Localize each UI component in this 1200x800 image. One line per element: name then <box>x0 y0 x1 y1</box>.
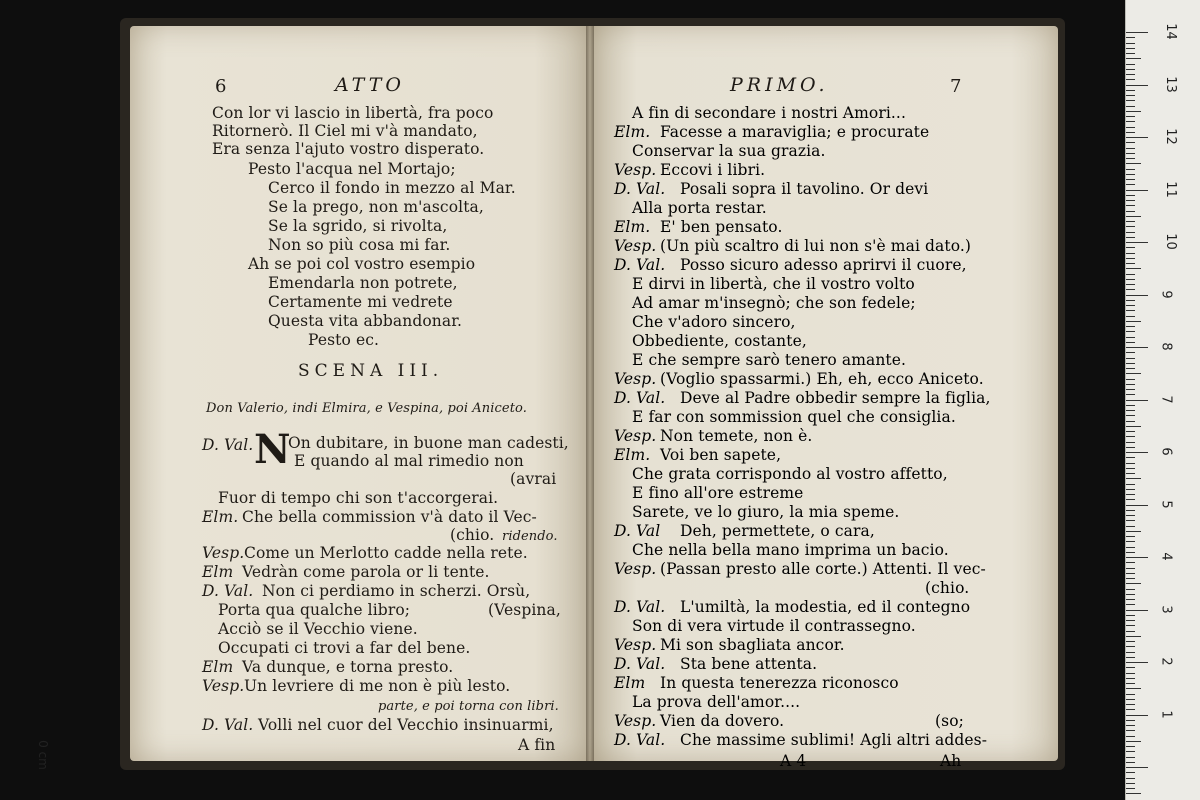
dialogue-line: E far con sommission quel che consiglia. <box>632 408 956 426</box>
dialogue-line: Che v'adoro sincero, <box>632 313 796 331</box>
dialogue-line: Conservar la sua grazia. <box>632 142 826 160</box>
verse-line: Ritornerò. Il Ciel mi v'à mandato, <box>212 122 478 140</box>
ruler-tick <box>1126 190 1148 191</box>
ruler-tick <box>1126 604 1135 605</box>
speaker: Elm <box>614 674 646 692</box>
ruler-number: 7 <box>1158 394 1174 404</box>
ruler-tick <box>1126 657 1135 658</box>
ruler-tick <box>1126 205 1135 206</box>
ruler-tick <box>1126 536 1135 537</box>
ruler-number: 11 <box>1162 180 1178 198</box>
ruler-tick <box>1126 279 1135 280</box>
ruler-tick <box>1126 221 1135 222</box>
ruler-tick <box>1126 394 1135 395</box>
speaker: Vesp. <box>202 677 245 695</box>
ruler-tick <box>1126 594 1135 595</box>
ruler-tick <box>1126 772 1135 773</box>
ruler-tick <box>1126 489 1135 490</box>
ruler-tick <box>1126 137 1148 138</box>
ruler-tick <box>1126 237 1135 238</box>
ruler-tick <box>1126 436 1135 437</box>
ruler-tick <box>1126 457 1135 458</box>
book-gutter <box>586 26 594 761</box>
drop-cap: N <box>254 426 291 473</box>
ruler-tick <box>1126 673 1135 674</box>
ruler-tick <box>1126 258 1135 259</box>
ruler-tick <box>1126 583 1141 584</box>
speaker: Elm. <box>614 446 651 464</box>
speaker: D. Val. <box>614 731 666 749</box>
dialogue-line: A fin di secondare i nostri Amori... <box>632 104 906 122</box>
ruler-tick <box>1126 541 1135 542</box>
ruler-tick <box>1126 79 1135 80</box>
verse-line: Questa vita abbandonar. <box>268 312 463 330</box>
ruler-tick <box>1126 263 1135 264</box>
ruler-tick <box>1126 216 1141 217</box>
left-page-number: 6 <box>215 76 227 97</box>
ruler-tick <box>1126 111 1141 112</box>
ruler-tick <box>1126 58 1141 59</box>
ruler-tick <box>1126 746 1135 747</box>
ruler-tick <box>1126 247 1135 248</box>
ruler-tick <box>1126 274 1135 275</box>
ruler-tick <box>1126 211 1135 212</box>
verse-line: Certamente mi vedrete <box>268 293 453 311</box>
ruler-tick <box>1126 90 1135 91</box>
ruler-tick <box>1126 158 1135 159</box>
speaker: D. Val. <box>202 716 254 734</box>
scene-characters: Don Valerio, indi Elmira, e Vespina, poi Aniceto. <box>206 401 527 416</box>
ruler-tick <box>1126 442 1135 443</box>
ruler-tick <box>1126 767 1148 768</box>
ruler-tick <box>1126 106 1135 107</box>
ruler-tick <box>1126 720 1135 721</box>
dialogue-line: Acciò se il Vecchio viene. <box>218 620 418 638</box>
ruler-tick <box>1126 379 1135 380</box>
ruler-tick <box>1126 589 1135 590</box>
ruler-tick <box>1126 200 1135 201</box>
left-running-head: ATTO <box>335 74 405 96</box>
ruler-tick <box>1126 184 1135 185</box>
ruler-tick <box>1126 405 1135 406</box>
ruler-tick <box>1126 730 1135 731</box>
speaker: D. Val. <box>202 436 254 454</box>
left-page <box>130 26 590 761</box>
ruler-tick <box>1126 268 1141 269</box>
ruler-tick <box>1126 226 1135 227</box>
speaker: D. Val <box>614 522 661 540</box>
right-running-head: PRIMO. <box>730 74 829 96</box>
verse-line: Cerco il fondo in mezzo al Mar. <box>268 179 516 197</box>
ruler-tick <box>1126 573 1135 574</box>
ruler-tick <box>1126 300 1135 301</box>
ruler-number: 13 <box>1162 75 1178 93</box>
dialogue-line: La prova dell'amor.... <box>632 693 801 711</box>
ruler-number: 3 <box>1158 604 1174 614</box>
ruler-tick <box>1126 526 1135 527</box>
verse-line: Emendarla non potrete, <box>268 274 458 292</box>
ruler-tick <box>1126 363 1135 364</box>
stage-direction: ridendo. <box>502 529 558 544</box>
dialogue-line: Sarete, ve lo giuro, la mia speme. <box>632 503 900 521</box>
ruler-tick <box>1126 463 1135 464</box>
ruler-tick <box>1126 778 1135 779</box>
ruler-number: 9 <box>1158 289 1174 299</box>
dialogue-line: (Passan presto alle corte.) Attenti. Il vec- <box>660 560 986 578</box>
speaker: Vesp. <box>614 427 657 445</box>
ruler-tick <box>1126 468 1135 469</box>
ruler-tick <box>1126 620 1135 621</box>
ruler-tick <box>1126 557 1148 558</box>
dialogue-line: Voi ben sapete, <box>660 446 782 464</box>
ruler-tick <box>1126 400 1148 401</box>
ruler-tick <box>1126 253 1135 254</box>
dialogue-line: Deh, permettete, o cara, <box>680 522 875 540</box>
ruler-tick <box>1126 421 1135 422</box>
ruler-tick <box>1126 174 1135 175</box>
ruler-tick <box>1126 699 1135 700</box>
speaker: Elm. <box>614 123 651 141</box>
ruler-tick <box>1126 652 1135 653</box>
ruler-tick <box>1126 326 1135 327</box>
ruler-tick <box>1126 788 1135 789</box>
ruler-tick <box>1126 715 1148 716</box>
dialogue-line: Posali sopra il tavolino. Or devi <box>680 180 929 198</box>
ruler-number: 1 <box>1158 709 1174 719</box>
dialogue-line: Vedràn come parola or li tente. <box>242 563 490 581</box>
speaker: D. Val. <box>614 598 666 616</box>
ruler-tick <box>1126 793 1141 794</box>
verse-line: Era senza l'ajuto vostro disperato. <box>212 140 485 158</box>
ruler-tick <box>1126 127 1135 128</box>
ruler-tick <box>1126 631 1135 632</box>
dialogue-line: Non temete, non è. <box>660 427 813 445</box>
ruler-tick <box>1126 662 1148 663</box>
ruler-tick <box>1126 704 1135 705</box>
ruler-tick <box>1126 499 1135 500</box>
ruler-tick <box>1126 431 1135 432</box>
ruler-tick <box>1126 757 1135 758</box>
stage-direction: parte, e poi torna con libri. <box>378 699 559 714</box>
ruler-tick <box>1126 473 1135 474</box>
ruler-tick <box>1126 410 1135 411</box>
ruler-tick <box>1126 316 1135 317</box>
ruler-tick <box>1126 389 1135 390</box>
ruler-tick <box>1126 683 1135 684</box>
dialogue-line: Fuor di tempo chi son t'accorgerai. <box>218 489 499 507</box>
ruler-tick <box>1126 32 1148 33</box>
verse-line: Se la prego, non m'ascolta, <box>268 198 484 216</box>
speaker: D. Val. <box>614 256 666 274</box>
ruler-tick <box>1126 694 1135 695</box>
dialogue-line: Eccovi i libri. <box>660 161 766 179</box>
ruler-tick <box>1126 148 1135 149</box>
ruler-tick <box>1126 625 1135 626</box>
ruler-tick <box>1126 95 1135 96</box>
ruler-tick <box>1126 547 1135 548</box>
ruler-tick <box>1126 232 1135 233</box>
ruler-tick <box>1126 337 1135 338</box>
ruler-number: 5 <box>1158 499 1174 509</box>
ruler-tick <box>1126 85 1148 86</box>
dialogue-line: Alla porta restar. <box>632 199 767 217</box>
ruler-tick <box>1126 709 1135 710</box>
ruler-number: 14 <box>1162 23 1178 40</box>
ruler-number: 12 <box>1162 128 1178 145</box>
ruler-tick <box>1126 667 1135 668</box>
dialogue-line: Volli nel cuor del Vecchio insinuarmi, <box>258 716 554 734</box>
ruler-tick <box>1126 484 1135 485</box>
dialogue-line: Ad amar m'insegnò; che son fedele; <box>632 294 916 312</box>
speaker: Vesp. <box>614 237 657 255</box>
dialogue-line: Che massime sublimi! Agli altri addes- <box>680 731 988 749</box>
ruler-tick <box>1126 342 1135 343</box>
dialogue-line: Mi son sbagliata ancor. <box>660 636 845 654</box>
speaker: Vesp. <box>614 370 657 388</box>
ruler-tick <box>1126 578 1135 579</box>
dialogue-line: (avrai <box>510 470 557 488</box>
ruler-tick <box>1126 447 1135 448</box>
dialogue-line: Un levriere di me non è più lesto. <box>244 677 511 695</box>
dialogue-line: Posso sicuro adesso aprirvi il cuore, <box>680 256 967 274</box>
ruler-tick <box>1126 610 1148 611</box>
ruler-tick <box>1126 37 1135 38</box>
ruler-tick <box>1126 179 1135 180</box>
speaker: D. Val. <box>614 389 666 407</box>
ruler-tick <box>1126 678 1135 679</box>
ruler-number: 6 <box>1158 447 1174 456</box>
ruler-tick <box>1126 195 1135 196</box>
ruler-tick <box>1126 305 1135 306</box>
ruler-tick <box>1126 295 1148 296</box>
ruler-tick <box>1126 310 1135 311</box>
speaker: D. Val. <box>202 582 254 600</box>
ruler-tick <box>1126 520 1135 521</box>
ruler-tick <box>1126 615 1135 616</box>
verse-line: Ah se poi col vostro esempio <box>248 255 476 273</box>
ruler-tick <box>1126 646 1135 647</box>
ruler-tick <box>1126 48 1135 49</box>
ruler-tick <box>1126 494 1135 495</box>
catchword: Ah <box>940 752 962 770</box>
ruler-tick <box>1126 121 1135 122</box>
dialogue-line: E quando al mal rimedio non <box>294 452 524 470</box>
dialogue-line: On dubitare, in buone man cadesti, <box>288 434 569 452</box>
dialogue-line: (Voglio spassarmi.) Eh, eh, ecco Aniceto. <box>660 370 984 388</box>
speaker: Elm <box>202 658 234 676</box>
dialogue-line: E' ben pensato. <box>660 218 783 236</box>
dialogue-line: Son di vera virtude il contrassegno. <box>632 617 916 635</box>
dialogue-line: Che bella commission v'à dato il Vec- <box>242 508 537 526</box>
dialogue-line: E dirvi in libertà, che il vostro volto <box>632 275 915 293</box>
scene-title: SCENA III. <box>298 361 444 381</box>
verse-line: Pesto ec. <box>308 331 380 349</box>
right-page-number: 7 <box>950 76 962 97</box>
ruler-tick <box>1126 69 1135 70</box>
ruler-tick <box>1126 169 1135 170</box>
dialogue-line: Vien da dovero. <box>660 712 785 730</box>
speaker: Vesp. <box>614 161 657 179</box>
ruler-tick <box>1126 415 1135 416</box>
ruler-number: 10 <box>1162 233 1178 250</box>
verse-line: Con lor vi lascio in libertà, fra poco <box>212 104 494 122</box>
ruler-tick <box>1126 132 1135 133</box>
ruler-number: 8 <box>1158 342 1174 351</box>
ruler-tick <box>1126 688 1141 689</box>
dialogue-line: L'umiltà, la modestia, ed il contegno <box>680 598 971 616</box>
dialogue-line: In questa tenerezza riconosco <box>660 674 899 692</box>
ruler-tick <box>1126 725 1135 726</box>
ruler-tick <box>1126 358 1135 359</box>
ruler-tick <box>1126 368 1135 369</box>
ruler-tick <box>1126 289 1135 290</box>
ruler-tick <box>1126 599 1135 600</box>
dialogue-line: Va dunque, e torna presto. <box>242 658 454 676</box>
ruler-tick <box>1126 510 1135 511</box>
speaker: D. Val. <box>614 180 666 198</box>
dialogue-line: Sta bene attenta. <box>680 655 818 673</box>
ruler-tick <box>1126 552 1135 553</box>
ruler-tick <box>1126 64 1135 65</box>
dialogue-line: (chio. <box>925 579 970 597</box>
speaker: Elm. <box>614 218 651 236</box>
ruler-tick <box>1126 505 1148 506</box>
ruler-tick <box>1126 562 1135 563</box>
ruler-tick <box>1126 352 1135 353</box>
ruler-number: 2 <box>1158 657 1174 666</box>
dialogue-line: Che grata corrispondo al vostro affetto, <box>632 465 948 483</box>
ruler-tick <box>1126 783 1135 784</box>
verse-line: Pesto l'acqua nel Mortajo; <box>248 160 456 178</box>
ruler-tick <box>1126 242 1148 243</box>
speaker: Vesp. <box>614 636 657 654</box>
ruler-tick <box>1126 641 1135 642</box>
speaker: D. Val. <box>614 655 666 673</box>
dialogue-line: Occupati ci trovi a far del bene. <box>218 639 471 657</box>
ruler-tick <box>1126 478 1141 479</box>
dialogue-line: E fino all'ore estreme <box>632 484 804 502</box>
ruler-unit: 0 cm <box>35 740 50 770</box>
ruler-tick <box>1126 100 1135 101</box>
ruler-tick <box>1126 163 1141 164</box>
dialogue-line: Come un Merlotto cadde nella rete. <box>244 544 528 562</box>
ruler-tick <box>1126 426 1141 427</box>
dialogue-line: E che sempre sarò tenero amante. <box>632 351 907 369</box>
ruler-tick <box>1126 373 1141 374</box>
dialogue-line: (chio. <box>450 526 495 544</box>
ruler-number: 4 <box>1158 552 1174 561</box>
dialogue-line: Facesse a maraviglia; e procurate <box>660 123 930 141</box>
ruler-tick <box>1126 751 1135 752</box>
verse-line: Se la sgrido, si rivolta, <box>268 217 448 235</box>
speaker: Elm <box>202 563 234 581</box>
speaker: Vesp. <box>614 560 657 578</box>
speaker: Vesp. <box>614 712 657 730</box>
catchword: A fin <box>518 736 556 754</box>
ruler-tick <box>1126 43 1135 44</box>
dialogue-line: Obbediente, costante, <box>632 332 807 350</box>
ruler-tick <box>1126 741 1141 742</box>
ruler-tick <box>1126 452 1148 453</box>
signature-mark: A 4 <box>780 752 807 770</box>
ruler-tick <box>1126 568 1135 569</box>
ruler-tick <box>1126 321 1141 322</box>
ruler-tick <box>1126 736 1135 737</box>
aside: (so; <box>935 712 964 730</box>
ruler-tick <box>1126 53 1135 54</box>
dialogue-line: Deve al Padre obbedir sempre la figlia, <box>680 389 991 407</box>
aside: (Vespina, <box>488 601 561 619</box>
dialogue-line: Non ci perdiamo in scherzi. Orsù, <box>262 582 531 600</box>
ruler-tick <box>1126 153 1135 154</box>
ruler-tick <box>1126 762 1135 763</box>
ruler-tick <box>1126 284 1135 285</box>
ruler-tick <box>1126 74 1135 75</box>
ruler-tick <box>1126 515 1135 516</box>
verse-line: Non so più cosa mi far. <box>268 236 451 254</box>
ruler-tick <box>1126 142 1135 143</box>
speaker: Vesp. <box>202 544 245 562</box>
dialogue-line: Porta qua qualche libro; <box>218 601 411 619</box>
ruler-tick <box>1126 331 1135 332</box>
dialogue-line: (Un più scaltro di lui non s'è mai dato.) <box>660 237 972 255</box>
ruler-tick <box>1126 384 1135 385</box>
ruler-tick <box>1126 636 1141 637</box>
speaker: Elm. <box>202 508 239 526</box>
ruler-tick <box>1126 531 1141 532</box>
ruler-tick <box>1126 116 1135 117</box>
ruler-tick <box>1126 347 1148 348</box>
dialogue-line: Che nella bella mano imprima un bacio. <box>632 541 949 559</box>
